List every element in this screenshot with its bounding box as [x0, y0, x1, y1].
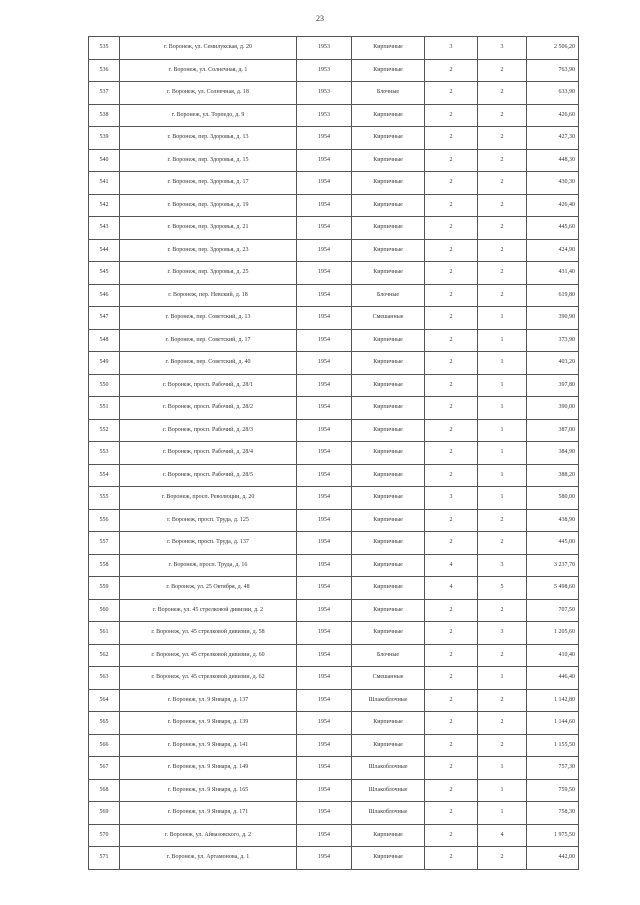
- address-cell: г. Воронеж, пер. Здоровья, д. 13: [120, 127, 297, 150]
- year-built-cell: 1954: [297, 824, 352, 847]
- floors-count-cell: 2: [425, 127, 478, 150]
- entrances-count-cell: 2: [478, 149, 527, 172]
- wall-material-cell: Кирпичные: [352, 532, 425, 555]
- year-built-cell: 1954: [297, 217, 352, 240]
- wall-material-cell: Кирпичные: [352, 487, 425, 510]
- area-cell: 390,00: [527, 397, 579, 420]
- table-row: [89, 667, 579, 690]
- table-row: [89, 487, 579, 510]
- table-row: [89, 622, 579, 645]
- address-cell: г. Воронеж, просп. Труда, д. 16: [120, 554, 297, 577]
- entrances-count-cell: 1: [478, 329, 527, 352]
- floors-count-cell: 2: [425, 689, 478, 712]
- address-cell: г. Воронеж, ул. 25 Октября, д. 48: [120, 577, 297, 600]
- wall-material-cell: Шлакоблочные: [352, 802, 425, 825]
- floors-count-cell: 2: [425, 509, 478, 532]
- entrances-count-cell: 1: [478, 464, 527, 487]
- row-number-cell: 537: [89, 82, 120, 105]
- address-cell: г. Воронеж, пер. Здоровья, д. 23: [120, 239, 297, 262]
- area-cell: 758,30: [527, 802, 579, 825]
- area-cell: 430,30: [527, 172, 579, 195]
- address-cell: г. Воронеж, пер. Здоровья, д. 21: [120, 217, 297, 240]
- table-row: [89, 104, 579, 127]
- wall-material-cell: Шлакоблочные: [352, 689, 425, 712]
- address-cell: г. Воронеж, просп. Рабочий, д. 28/5: [120, 464, 297, 487]
- year-built-cell: 1954: [297, 622, 352, 645]
- table-row: [89, 577, 579, 600]
- area-cell: 384,90: [527, 442, 579, 465]
- wall-material-cell: Кирпичные: [352, 149, 425, 172]
- year-built-cell: 1954: [297, 779, 352, 802]
- table-row: [89, 599, 579, 622]
- floors-count-cell: 2: [425, 532, 478, 555]
- row-number-cell: 540: [89, 149, 120, 172]
- wall-material-cell: Кирпичные: [352, 329, 425, 352]
- address-cell: г. Воронеж, ул. 9 Января, д. 137: [120, 689, 297, 712]
- row-number-cell: 546: [89, 284, 120, 307]
- area-cell: 1 205,60: [527, 622, 579, 645]
- wall-material-cell: Шлакоблочные: [352, 779, 425, 802]
- area-cell: 5 498,60: [527, 577, 579, 600]
- entrances-count-cell: 2: [478, 599, 527, 622]
- year-built-cell: 1954: [297, 509, 352, 532]
- wall-material-cell: Шлакоблочные: [352, 757, 425, 780]
- entrances-count-cell: 2: [478, 532, 527, 555]
- area-cell: 448,30: [527, 149, 579, 172]
- row-number-cell: 556: [89, 509, 120, 532]
- address-cell: г. Воронеж, пер. Здоровья, д. 15: [120, 149, 297, 172]
- row-number-cell: 560: [89, 599, 120, 622]
- address-cell: г. Воронеж, ул. 45 стрелковой дивизии, д. 62: [120, 667, 297, 690]
- address-cell: г. Воронеж, ул. Айвазовского, д. 2: [120, 824, 297, 847]
- year-built-cell: 1954: [297, 689, 352, 712]
- row-number-cell: 535: [89, 37, 120, 60]
- table-row: [89, 712, 579, 735]
- year-built-cell: 1954: [297, 127, 352, 150]
- table-row: [89, 149, 579, 172]
- row-number-cell: 559: [89, 577, 120, 600]
- wall-material-cell: Кирпичные: [352, 599, 425, 622]
- row-number-cell: 539: [89, 127, 120, 150]
- floors-count-cell: 2: [425, 622, 478, 645]
- table-row: [89, 442, 579, 465]
- floors-count-cell: 2: [425, 172, 478, 195]
- wall-material-cell: Кирпичные: [352, 622, 425, 645]
- floors-count-cell: 2: [425, 599, 478, 622]
- floors-count-cell: 2: [425, 374, 478, 397]
- wall-material-cell: Кирпичные: [352, 352, 425, 375]
- entrances-count-cell: 2: [478, 127, 527, 150]
- year-built-cell: 1954: [297, 397, 352, 420]
- page-number: 23: [316, 14, 324, 23]
- wall-material-cell: Кирпичные: [352, 712, 425, 735]
- entrances-count-cell: 2: [478, 734, 527, 757]
- floors-count-cell: 2: [425, 329, 478, 352]
- row-number-cell: 561: [89, 622, 120, 645]
- area-cell: 1 144,60: [527, 712, 579, 735]
- row-number-cell: 563: [89, 667, 120, 690]
- address-cell: г. Воронеж, просп. Рабочий, д. 28/4: [120, 442, 297, 465]
- address-cell: г. Воронеж, просп. Труда, д. 137: [120, 532, 297, 555]
- row-number-cell: 542: [89, 194, 120, 217]
- row-number-cell: 566: [89, 734, 120, 757]
- entrances-count-cell: 2: [478, 194, 527, 217]
- wall-material-cell: Кирпичные: [352, 172, 425, 195]
- table-row: [89, 352, 579, 375]
- area-cell: 387,00: [527, 419, 579, 442]
- table-row: [89, 262, 579, 285]
- wall-material-cell: Блочные: [352, 644, 425, 667]
- area-cell: 707,50: [527, 599, 579, 622]
- floors-count-cell: 2: [425, 194, 478, 217]
- year-built-cell: 1953: [297, 104, 352, 127]
- floors-count-cell: 2: [425, 284, 478, 307]
- table-row: [89, 127, 579, 150]
- area-cell: 1 155,50: [527, 734, 579, 757]
- area-cell: 388,20: [527, 464, 579, 487]
- entrances-count-cell: 2: [478, 59, 527, 82]
- table-row: [89, 757, 579, 780]
- year-built-cell: 1954: [297, 464, 352, 487]
- address-cell: г. Воронеж, просп. Рабочий, д. 28/3: [120, 419, 297, 442]
- table-row: [89, 419, 579, 442]
- address-cell: г. Воронеж, ул. 9 Января, д. 165: [120, 779, 297, 802]
- area-cell: 427,30: [527, 127, 579, 150]
- wall-material-cell: Смешанные: [352, 667, 425, 690]
- year-built-cell: 1954: [297, 712, 352, 735]
- row-number-cell: 549: [89, 352, 120, 375]
- area-cell: 431,40: [527, 262, 579, 285]
- table-row: [89, 509, 579, 532]
- entrances-count-cell: 1: [478, 757, 527, 780]
- year-built-cell: 1954: [297, 802, 352, 825]
- wall-material-cell: Смешанные: [352, 307, 425, 330]
- floors-count-cell: 2: [425, 239, 478, 262]
- year-built-cell: 1954: [297, 352, 352, 375]
- entrances-count-cell: 1: [478, 419, 527, 442]
- entrances-count-cell: 1: [478, 802, 527, 825]
- row-number-cell: 571: [89, 847, 120, 870]
- row-number-cell: 552: [89, 419, 120, 442]
- row-number-cell: 568: [89, 779, 120, 802]
- wall-material-cell: Кирпичные: [352, 104, 425, 127]
- table-row: [89, 59, 579, 82]
- address-cell: г. Воронеж, ул. 9 Января, д. 171: [120, 802, 297, 825]
- address-cell: г. Воронеж, ул. 9 Января, д. 139: [120, 712, 297, 735]
- floors-count-cell: 4: [425, 554, 478, 577]
- year-built-cell: 1954: [297, 442, 352, 465]
- year-built-cell: 1954: [297, 487, 352, 510]
- address-cell: г. Воронеж, пер. Советский, д. 40: [120, 352, 297, 375]
- address-cell: г. Воронеж, просп. Рабочий, д. 28/1: [120, 374, 297, 397]
- year-built-cell: 1954: [297, 307, 352, 330]
- floors-count-cell: 2: [425, 757, 478, 780]
- table-row: [89, 307, 579, 330]
- floors-count-cell: 2: [425, 397, 478, 420]
- address-cell: г. Воронеж, ул. Солнечная, д. 1: [120, 59, 297, 82]
- floors-count-cell: 2: [425, 667, 478, 690]
- floors-count-cell: 2: [425, 149, 478, 172]
- year-built-cell: 1954: [297, 262, 352, 285]
- table-row: [89, 464, 579, 487]
- address-cell: г. Воронеж, ул. 45 стрелковой дивизии, д. 58: [120, 622, 297, 645]
- address-cell: г. Воронеж, ул. 45 стрелковой дивизии, д. 60: [120, 644, 297, 667]
- wall-material-cell: Кирпичные: [352, 554, 425, 577]
- entrances-count-cell: 2: [478, 172, 527, 195]
- table-row: [89, 217, 579, 240]
- table-row: [89, 779, 579, 802]
- housing-registry-table: [88, 36, 579, 870]
- year-built-cell: 1954: [297, 599, 352, 622]
- table-row: [89, 37, 579, 60]
- table-body: [89, 37, 579, 870]
- entrances-count-cell: 2: [478, 82, 527, 105]
- area-cell: 1 975,50: [527, 824, 579, 847]
- wall-material-cell: Кирпичные: [352, 127, 425, 150]
- row-number-cell: 550: [89, 374, 120, 397]
- area-cell: 1 142,80: [527, 689, 579, 712]
- entrances-count-cell: 2: [478, 712, 527, 735]
- table-row: [89, 374, 579, 397]
- entrances-count-cell: 1: [478, 307, 527, 330]
- address-cell: г. Воронеж, ул. 45 стрелковой дивизии, д. 2: [120, 599, 297, 622]
- wall-material-cell: Кирпичные: [352, 194, 425, 217]
- entrances-count-cell: 1: [478, 487, 527, 510]
- row-number-cell: 558: [89, 554, 120, 577]
- area-cell: 390,90: [527, 307, 579, 330]
- floors-count-cell: 2: [425, 779, 478, 802]
- entrances-count-cell: 5: [478, 577, 527, 600]
- area-cell: 397,80: [527, 374, 579, 397]
- wall-material-cell: Кирпичные: [352, 442, 425, 465]
- table-row: [89, 82, 579, 105]
- floors-count-cell: 3: [425, 487, 478, 510]
- year-built-cell: 1954: [297, 644, 352, 667]
- floors-count-cell: 2: [425, 824, 478, 847]
- row-number-cell: 541: [89, 172, 120, 195]
- area-cell: 580,00: [527, 487, 579, 510]
- row-number-cell: 543: [89, 217, 120, 240]
- row-number-cell: 547: [89, 307, 120, 330]
- entrances-count-cell: 1: [478, 442, 527, 465]
- row-number-cell: 536: [89, 59, 120, 82]
- row-number-cell: 562: [89, 644, 120, 667]
- table-row: [89, 689, 579, 712]
- address-cell: г. Воронеж, ул. 9 Января, д. 149: [120, 757, 297, 780]
- area-cell: 619,80: [527, 284, 579, 307]
- entrances-count-cell: 3: [478, 554, 527, 577]
- row-number-cell: 545: [89, 262, 120, 285]
- address-cell: г. Воронеж, пер. Здоровья, д. 19: [120, 194, 297, 217]
- entrances-count-cell: 1: [478, 352, 527, 375]
- wall-material-cell: Кирпичные: [352, 824, 425, 847]
- year-built-cell: 1954: [297, 734, 352, 757]
- year-built-cell: 1954: [297, 284, 352, 307]
- floors-count-cell: 4: [425, 577, 478, 600]
- wall-material-cell: Кирпичные: [352, 397, 425, 420]
- entrances-count-cell: 2: [478, 217, 527, 240]
- floors-count-cell: 2: [425, 217, 478, 240]
- row-number-cell: 548: [89, 329, 120, 352]
- year-built-cell: 1954: [297, 329, 352, 352]
- area-cell: 424,90: [527, 239, 579, 262]
- area-cell: 445,60: [527, 217, 579, 240]
- table-row: [89, 847, 579, 870]
- entrances-count-cell: 1: [478, 397, 527, 420]
- area-cell: 759,50: [527, 779, 579, 802]
- row-number-cell: 570: [89, 824, 120, 847]
- address-cell: г. Воронеж, ул. Торпедо, д. 9: [120, 104, 297, 127]
- address-cell: г. Воронеж, просп. Рабочий, д. 28/2: [120, 397, 297, 420]
- table-row: [89, 172, 579, 195]
- year-built-cell: 1954: [297, 554, 352, 577]
- row-number-cell: 553: [89, 442, 120, 465]
- address-cell: г. Воронеж, ул. Солнечная, д. 18: [120, 82, 297, 105]
- entrances-count-cell: 3: [478, 622, 527, 645]
- floors-count-cell: 2: [425, 59, 478, 82]
- floors-count-cell: 3: [425, 37, 478, 60]
- table-row: [89, 734, 579, 757]
- address-cell: г. Воронеж, пер. Невский, д. 18: [120, 284, 297, 307]
- row-number-cell: 557: [89, 532, 120, 555]
- floors-count-cell: 2: [425, 104, 478, 127]
- year-built-cell: 1954: [297, 532, 352, 555]
- table-row: [89, 554, 579, 577]
- floors-count-cell: 2: [425, 352, 478, 375]
- year-built-cell: 1954: [297, 419, 352, 442]
- area-cell: 403,20: [527, 352, 579, 375]
- year-built-cell: 1954: [297, 239, 352, 262]
- table-row: [89, 644, 579, 667]
- year-built-cell: 1954: [297, 757, 352, 780]
- row-number-cell: 544: [89, 239, 120, 262]
- floors-count-cell: 2: [425, 712, 478, 735]
- year-built-cell: 1953: [297, 37, 352, 60]
- floors-count-cell: 2: [425, 734, 478, 757]
- wall-material-cell: Блочные: [352, 284, 425, 307]
- row-number-cell: 551: [89, 397, 120, 420]
- floors-count-cell: 2: [425, 802, 478, 825]
- table-row: [89, 824, 579, 847]
- wall-material-cell: Кирпичные: [352, 464, 425, 487]
- address-cell: г. Воронеж, пер. Здоровья, д. 25: [120, 262, 297, 285]
- floors-count-cell: 2: [425, 464, 478, 487]
- wall-material-cell: Кирпичные: [352, 577, 425, 600]
- year-built-cell: 1954: [297, 149, 352, 172]
- entrances-count-cell: 1: [478, 374, 527, 397]
- floors-count-cell: 2: [425, 262, 478, 285]
- table-row: [89, 532, 579, 555]
- year-built-cell: 1954: [297, 194, 352, 217]
- wall-material-cell: Кирпичные: [352, 59, 425, 82]
- year-built-cell: 1953: [297, 59, 352, 82]
- area-cell: 373,90: [527, 329, 579, 352]
- year-built-cell: 1954: [297, 847, 352, 870]
- wall-material-cell: Кирпичные: [352, 419, 425, 442]
- address-cell: г. Воронеж, просп. Труда, д. 125: [120, 509, 297, 532]
- floors-count-cell: 2: [425, 847, 478, 870]
- area-cell: 633,90: [527, 82, 579, 105]
- wall-material-cell: Кирпичные: [352, 217, 425, 240]
- wall-material-cell: Блочные: [352, 82, 425, 105]
- area-cell: 763,90: [527, 59, 579, 82]
- area-cell: 426,60: [527, 104, 579, 127]
- year-built-cell: 1953: [297, 82, 352, 105]
- wall-material-cell: Кирпичные: [352, 847, 425, 870]
- area-cell: 445,00: [527, 532, 579, 555]
- wall-material-cell: Кирпичные: [352, 734, 425, 757]
- row-number-cell: 564: [89, 689, 120, 712]
- address-cell: г. Воронеж, пер. Советский, д. 17: [120, 329, 297, 352]
- entrances-count-cell: 3: [478, 37, 527, 60]
- floors-count-cell: 2: [425, 307, 478, 330]
- wall-material-cell: Кирпичные: [352, 509, 425, 532]
- address-cell: г. Воронеж, пер. Здоровья, д. 17: [120, 172, 297, 195]
- wall-material-cell: Кирпичные: [352, 239, 425, 262]
- wall-material-cell: Кирпичные: [352, 37, 425, 60]
- entrances-count-cell: 2: [478, 262, 527, 285]
- area-cell: 2 506,20: [527, 37, 579, 60]
- floors-count-cell: 2: [425, 644, 478, 667]
- entrances-count-cell: 1: [478, 779, 527, 802]
- area-cell: 3 237,70: [527, 554, 579, 577]
- year-built-cell: 1954: [297, 667, 352, 690]
- row-number-cell: 569: [89, 802, 120, 825]
- area-cell: 757,30: [527, 757, 579, 780]
- area-cell: 442,00: [527, 847, 579, 870]
- row-number-cell: 554: [89, 464, 120, 487]
- address-cell: г. Воронеж, ул. Семилукская, д. 20: [120, 37, 297, 60]
- address-cell: г. Воронеж, ул. Артамонова, д. 1: [120, 847, 297, 870]
- table-row: [89, 397, 579, 420]
- area-cell: 446,40: [527, 667, 579, 690]
- year-built-cell: 1954: [297, 577, 352, 600]
- floors-count-cell: 2: [425, 442, 478, 465]
- table-row: [89, 329, 579, 352]
- row-number-cell: 555: [89, 487, 120, 510]
- area-cell: 426,40: [527, 194, 579, 217]
- row-number-cell: 565: [89, 712, 120, 735]
- table-row: [89, 802, 579, 825]
- entrances-count-cell: 2: [478, 284, 527, 307]
- address-cell: г. Воронеж, просп. Революции, д. 20: [120, 487, 297, 510]
- address-cell: г. Воронеж, ул. 9 Января, д. 141: [120, 734, 297, 757]
- table-row: [89, 239, 579, 262]
- year-built-cell: 1954: [297, 172, 352, 195]
- table-row: [89, 194, 579, 217]
- row-number-cell: 538: [89, 104, 120, 127]
- floors-count-cell: 2: [425, 82, 478, 105]
- entrances-count-cell: 4: [478, 824, 527, 847]
- entrances-count-cell: 2: [478, 644, 527, 667]
- area-cell: 410,40: [527, 644, 579, 667]
- entrances-count-cell: 2: [478, 689, 527, 712]
- entrances-count-cell: 2: [478, 104, 527, 127]
- entrances-count-cell: 1: [478, 667, 527, 690]
- table-row: [89, 284, 579, 307]
- wall-material-cell: Кирпичные: [352, 262, 425, 285]
- wall-material-cell: Кирпичные: [352, 374, 425, 397]
- entrances-count-cell: 2: [478, 509, 527, 532]
- entrances-count-cell: 2: [478, 239, 527, 262]
- entrances-count-cell: 2: [478, 847, 527, 870]
- year-built-cell: 1954: [297, 374, 352, 397]
- row-number-cell: 567: [89, 757, 120, 780]
- floors-count-cell: 2: [425, 419, 478, 442]
- address-cell: г. Воронеж, пер. Советский, д. 13: [120, 307, 297, 330]
- area-cell: 438,90: [527, 509, 579, 532]
